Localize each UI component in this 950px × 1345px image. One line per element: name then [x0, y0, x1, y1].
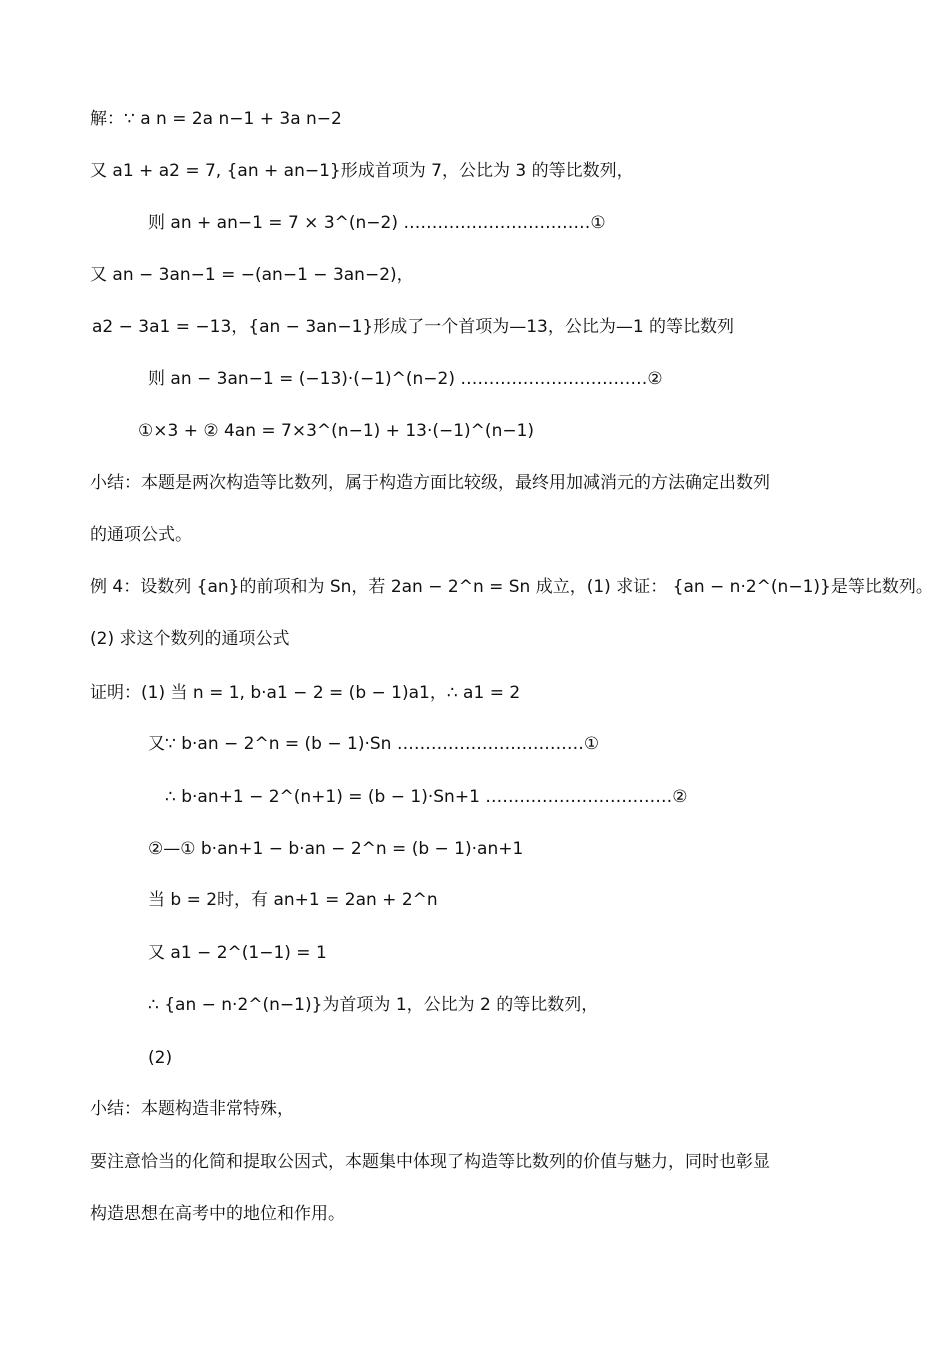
solution-line-5: [92, 316, 734, 338]
line-text: 则 an − 3an−1 = (−13)·(−1)^(n−2) ……………………………②: [148, 369, 663, 389]
summary-2-body: [90, 1151, 770, 1173]
line-text: (2): [148, 1048, 173, 1068]
line-text: 证明：(1) 当 n = 1, b·a1 − 2 = (b − 1)a1，∴ a1 = 2: [90, 683, 521, 703]
line-text: 又 a1 + a2 = 7, {an + an−1}形成首项为 7，公比为 3 的等比数列，: [90, 161, 634, 181]
solution-line-2: [90, 160, 634, 182]
line-text: 小结：本题构造非常特殊，: [90, 1099, 294, 1119]
line-text: 构造思想在高考中的地位和作用。: [90, 1204, 345, 1224]
line-text: 解：∵ a n = 2a n−1 + 3a n−2: [90, 109, 342, 129]
summary-2: [90, 1098, 294, 1120]
solution-line-4: [90, 264, 414, 286]
summary-2-end: [90, 1203, 345, 1225]
line-text: (2) 求这个数列的通项公式: [90, 629, 290, 649]
proof-line-6: [148, 942, 327, 964]
line-text: ①×3 + ② 4an = 7×3^(n−1) + 13·(−1)^(n−1): [138, 421, 535, 441]
example-4-part2: [90, 628, 289, 650]
proof-part-2: [148, 1047, 172, 1069]
proof-line-4: [148, 838, 523, 860]
line-text: a2 − 3a1 = −13，{an − 3an−1}形成了一个首项为—13，公比为—1 的等比数列: [92, 317, 735, 337]
line-text: 小结：本题是两次构造等比数列，属于构造方面比较级，最终用加减消元的方法确定出数列: [90, 473, 770, 493]
line-text: 的通项公式。: [90, 525, 192, 545]
line-text: 当 b = 2时，有 an+1 = 2an + 2^n: [148, 890, 438, 910]
proof-line-3: [165, 786, 688, 808]
example-4-title: [90, 576, 933, 598]
solution-line-1: [90, 108, 342, 130]
proof-line-5: [148, 889, 438, 911]
line-text: ②—① b·an+1 − b·an − 2^n = (b − 1)·an+1: [148, 839, 524, 859]
proof-line-7: [148, 994, 598, 1016]
line-text: 例 4：设数列 {an}的前项和为 Sn，若 2an − 2^n = Sn 成立，(1) 求证： {an − n·2^(n−1)}是等比数列。: [90, 577, 933, 597]
line-text: ∴ {an − n·2^(n−1)}为首项为 1，公比为 2 的等比数列，: [148, 995, 599, 1015]
combined-equation: [138, 420, 534, 442]
line-text: 又 an − 3an−1 = −(an−1 − 3an−2)，: [90, 265, 414, 285]
line-text: 又∵ b·an − 2^n = (b − 1)·Sn ……………………………①: [148, 734, 600, 754]
summary-1-cont: [90, 524, 192, 546]
equation-2: [148, 368, 663, 390]
summary-1: [90, 472, 770, 494]
line-text: 则 an + an−1 = 7 × 3^(n−2) ……………………………①: [148, 213, 606, 233]
equation-1: [148, 212, 606, 234]
proof-line-1: [90, 682, 520, 704]
line-text: ∴ b·an+1 − 2^(n+1) = (b − 1)·Sn+1 ……………………………②: [165, 787, 688, 807]
line-text: 要注意恰当的化简和提取公因式，本题集中体现了构造等比数列的价值与魅力，同时也彰显: [90, 1152, 770, 1172]
proof-line-2: [148, 733, 599, 755]
line-text: 又 a1 − 2^(1−1) = 1: [148, 943, 327, 963]
